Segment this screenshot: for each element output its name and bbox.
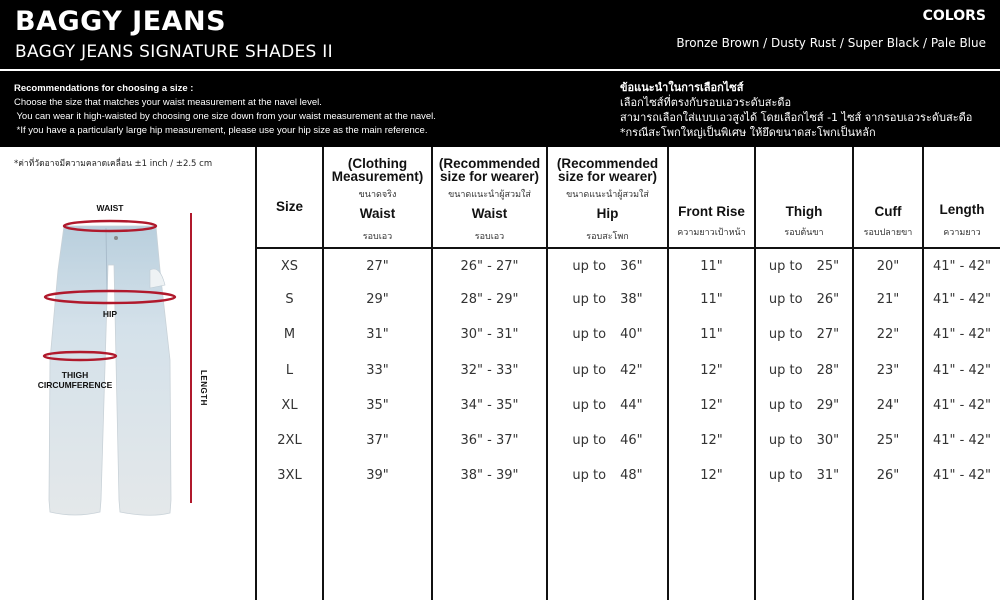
cell-waist: 29" (366, 292, 389, 307)
upto-label: up to (572, 468, 607, 483)
header-length (924, 147, 1000, 247)
cell-length: 41" - 42" (933, 327, 991, 342)
header-thigh (756, 147, 852, 247)
upto-label: up to (572, 363, 607, 378)
cell-value: 40" (620, 327, 643, 342)
cell-value: 42" (620, 363, 643, 378)
header-main: Hip (596, 206, 619, 221)
cell-length: 41" - 42" (933, 433, 991, 448)
upto-label: up to (572, 292, 607, 307)
cell-size: 2XL (277, 433, 302, 448)
cell-thigh (756, 290, 852, 310)
header-size-label: Size (275, 199, 303, 214)
waist-label: WAIST (96, 203, 124, 213)
cell-cuff: 24" (876, 398, 900, 413)
cell-length: 41" - 42" (933, 259, 991, 274)
cell-front-rise: 12" (700, 468, 723, 483)
header-paren: (Recommended size for wearer) (438, 156, 541, 184)
header-main: Cuff (874, 204, 902, 219)
header-thai-sub: ขนาดแนะนำผู้สวมใส่ (566, 190, 649, 200)
header-thai: รอบปลายขา (863, 228, 913, 238)
upto-label: up to (572, 398, 607, 413)
header-paren: (Recommended size for wearer) (556, 156, 659, 184)
header-thai: ความยาวเป้าหน้า (677, 228, 746, 238)
cell-size: XS (280, 259, 299, 274)
cell-thigh (756, 257, 852, 277)
jeans-measurement-figure (0, 170, 255, 600)
upto-label: up to (768, 398, 803, 413)
cell-value: 28" (816, 363, 840, 378)
cell-hip (548, 325, 667, 345)
thigh-label-line1: THIGH (61, 370, 89, 380)
header-main: Front Rise (678, 204, 745, 219)
upto-label: up to (768, 433, 803, 448)
cell-waist: 31" (366, 327, 389, 342)
cell-hip (548, 396, 667, 416)
cell-thigh (756, 466, 852, 486)
cell-size: M (283, 327, 296, 342)
cell-value: 25" (816, 259, 840, 274)
cell-hip (548, 290, 667, 310)
header-main: Length (939, 202, 985, 217)
cell-front-rise: 12" (700, 398, 723, 413)
cell-rec-waist: 32" - 33" (460, 363, 519, 378)
upto-label: up to (572, 433, 607, 448)
cell-cuff: 22" (876, 327, 900, 342)
upto-label: up to (768, 292, 803, 307)
cell-size: XL (281, 398, 298, 413)
recommendation-line: Choose the size that matches your waist measurement at the navel level. (14, 97, 322, 108)
cell-hip (548, 257, 667, 277)
recommendations-english (14, 82, 436, 138)
cell-waist: 39" (366, 468, 389, 483)
cell-hip (548, 431, 667, 451)
header-cuff (854, 147, 922, 247)
colors-list: Bronze Brown / Dusty Rust / Super Black / Pale Blue (676, 36, 986, 50)
cell-hip (548, 361, 667, 381)
cell-length: 41" - 42" (933, 363, 991, 378)
recommendations-heading-thai: ข้อแนะนำในการเลือกไซส์ (620, 81, 744, 94)
cell-size: 3XL (277, 468, 302, 483)
cell-waist: 35" (366, 398, 389, 413)
cell-rec-waist: 26" - 27" (460, 259, 519, 274)
cell-size: L (285, 363, 294, 378)
cell-thigh (756, 361, 852, 381)
cell-thigh (756, 325, 852, 345)
cell-cuff: 26" (876, 468, 900, 483)
cell-length: 41" - 42" (933, 292, 991, 307)
hip-label: HIP (102, 309, 118, 319)
upto-label: up to (768, 259, 803, 274)
recommendations-thai (620, 80, 972, 140)
cell-thigh (756, 431, 852, 451)
header-thai: ความยาว (943, 228, 981, 238)
thigh-label-line2: CIRCUMFERENCE (37, 380, 113, 390)
header-thai-sub: ขนาดแนะนำผู้สวมใส่ (448, 190, 531, 200)
recommendations-heading: Recommendations for choosing a size : (14, 83, 194, 94)
upto-label: up to (572, 327, 607, 342)
cell-hip (548, 466, 667, 486)
header-main: Waist (359, 206, 396, 221)
size-chart-table (255, 147, 1000, 600)
cell-cuff: 23" (876, 363, 900, 378)
cell-rec-waist: 30" - 31" (460, 327, 519, 342)
header-thai-sub: ขนาดจริง (358, 190, 397, 200)
header-thai: รอบเอว (362, 232, 393, 242)
cell-value: 26" (816, 292, 840, 307)
header-thai: รอบต้นขา (784, 228, 824, 238)
recommendation-line-thai: *กรณีสะโพกใหญ่เป็นพิเศษ ให้ยึดขนาดสะโพกเป็นหลัก (620, 126, 876, 139)
cell-value: 38" (620, 292, 643, 307)
cell-front-rise: 11" (700, 259, 723, 274)
upto-label: up to (768, 468, 803, 483)
cell-value: 31" (816, 468, 840, 483)
header-main: Thigh (785, 204, 823, 219)
cell-waist: 33" (366, 363, 389, 378)
cell-thigh (756, 396, 852, 416)
recommendation-line: You can wear it high-waisted by choosing one size down from your waist measurement at the navel. (14, 111, 436, 122)
cell-value: 27" (816, 327, 840, 342)
recommendation-line-thai: เลือกไซส์ที่ตรงกับรอบเอวระดับสะดือ (620, 96, 792, 109)
cell-cuff: 20" (876, 259, 900, 274)
recommendation-line: *If you have a particularly large hip measurement, please use your hip size as the main reference. (14, 125, 428, 136)
cell-value: 36" (620, 259, 643, 274)
header-clothing-waist (324, 147, 431, 247)
header-divider (0, 69, 1000, 71)
cell-front-rise: 12" (700, 433, 723, 448)
upto-label: up to (768, 327, 803, 342)
cell-waist: 27" (366, 259, 389, 274)
cell-waist: 37" (366, 433, 389, 448)
recommendation-line-thai: สามารถเลือกใส่แบบเอวสูงได้ โดยเลือกไซส์ -1 ไซส์ จากรอบเอวระดับสะดือ (620, 111, 973, 124)
header-thai: รอบสะโพก (586, 232, 629, 242)
measurement-tolerance-note: *ค่าที่วัดอาจมีความคลาดเคลื่อน ±1 inch / ±2.5 cm (14, 159, 213, 169)
header-band (0, 0, 1000, 147)
cell-front-rise: 11" (700, 292, 723, 307)
thigh-label (25, 370, 125, 390)
length-label: LENGTH (199, 370, 208, 406)
cell-front-rise: 11" (700, 327, 723, 342)
cell-cuff: 25" (876, 433, 900, 448)
header-front-rise (669, 147, 754, 247)
header-thai: รอบเอว (474, 232, 505, 242)
upto-label: up to (572, 259, 607, 274)
cell-size: S (285, 292, 294, 307)
page-title: BAGGY JEANS (15, 6, 227, 37)
header-paren: (Clothing Measurement) (331, 156, 424, 184)
cell-rec-waist: 28" - 29" (460, 292, 519, 307)
header-row-divider (255, 247, 1000, 249)
page-subtitle: BAGGY JEANS SIGNATURE SHADES II (15, 42, 333, 62)
cell-rec-waist: 38" - 39" (460, 468, 519, 483)
cell-value: 29" (816, 398, 840, 413)
cell-value: 46" (620, 433, 643, 448)
cell-value: 30" (816, 433, 840, 448)
header-recommended-waist (433, 147, 546, 247)
cell-length: 41" - 42" (933, 398, 991, 413)
colors-heading: COLORS (922, 8, 986, 24)
cell-value: 48" (620, 468, 643, 483)
upto-label: up to (768, 363, 803, 378)
cell-front-rise: 12" (700, 363, 723, 378)
header-recommended-hip (548, 147, 667, 247)
cell-length: 41" - 42" (933, 468, 991, 483)
cell-rec-waist: 36" - 37" (460, 433, 519, 448)
cell-value: 44" (620, 398, 643, 413)
header-main: Waist (471, 206, 508, 221)
cell-cuff: 21" (876, 292, 900, 307)
header-size (257, 147, 322, 247)
cell-rec-waist: 34" - 35" (460, 398, 519, 413)
